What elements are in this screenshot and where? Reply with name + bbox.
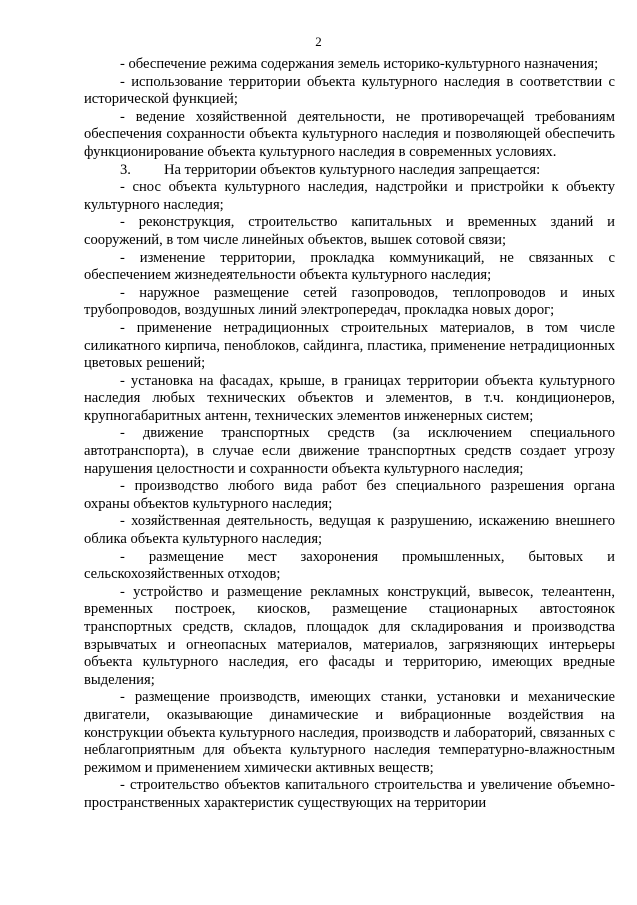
paragraph-construction: - строительство объектов капитального строительства и увеличение объемно-пространственных характеристик существующих на территории: [84, 777, 615, 811]
page-number: 2: [315, 34, 322, 49]
paragraph-destructive-activity: - хозяйственная деятельность, ведущая к разрушению, искажению внешнего облика объекта культурного наследия;: [84, 513, 615, 548]
section-3-text: На территории объектов культурного наследия запрещается:: [164, 161, 541, 178]
paragraph-land-regime: - обеспечение режима содержания земель историко-культурного назначения;: [120, 56, 599, 72]
section-number: 3.: [120, 161, 131, 178]
paragraph-demolition: - снос объекта культурного наследия, надстройки и пристройки к объекту культурного наследия;: [84, 179, 615, 213]
paragraph-reconstruction: - реконструкция, строительство капитальных и временных зданий и сооружений, в том числе линейных объектов, вышек сотовой связи;: [84, 214, 615, 248]
paragraph-technical-objects: - установка на фасадах, крыше, в границах территории объекта культурного наследия любых технических объектов и элементов, в т.ч. кондиционеров, крупногабаритных антенн, технических элементов инженерных систем;: [84, 372, 615, 424]
section-3-heading: [84, 162, 615, 180]
paragraph-waste: - размещение мест захоронения промышленных, бытовых и сельскохозяйственных отходов;: [84, 548, 615, 583]
paragraph-pipelines: - наружное размещение сетей газопроводов, теплопроводов и иных трубопроводов, воздушных линий электропередач, прокладка новых дорог;: [84, 284, 615, 319]
paragraph-industry: - размещение производств, имеющих станки, установки и механические двигатели, оказывающие динамические и вибрационные воздействия на конструкции объекта культурного наследия, производств и лабораторий, связанных с неблагоприятным для объекта культурного наследия температурно-влажностным режимом и применением химически активных веществ;: [84, 689, 615, 776]
paragraph-territory-change: - изменение территории, прокладка коммуникаций, не связанных с обеспечением жизнедеятельности объекта культурного наследия;: [84, 249, 615, 284]
paragraph-historic-use: - использование территории объекта культурного наследия в соответствии с исторической функцией;: [84, 73, 615, 108]
paragraph-economic-activity: - ведение хозяйственной деятельности, не противоречащей требованиям обеспечения сохранности объекта культурного наследия и позволяющей обеспечить функционирование объекта культурного наследия в современных условиях.: [84, 108, 615, 160]
paragraph-materials: - применение нетрадиционных строительных материалов, в том числе силикатного кирпича, пеноблоков, сайдинга, пластика, применение нетрадиционных цветовых решений;: [84, 319, 615, 372]
paragraph-traffic: - движение транспортных средств (за исключением специального автотранспорта), в случае если движение транспортных средств создает угрозу нарушения целостности и сохранности объекта культурного наследия;: [84, 425, 615, 477]
paragraph-advertising: - устройство и размещение рекламных конструкций, вывесок, телеантенн, временных построек, киосков, размещение стационарных автостоянок транспортных средств, складов, площадок для складирования и производства взрывчатых и огнеопасных материалов, материалов, загрязняющих интерьеры объекта культурного наследия, его фасады и территорию, имеющих вредные выделения;: [84, 583, 615, 688]
paragraph-works-permit: - производство любого вида работ без специального разрешения органа охраны объектов культурного наследия;: [84, 478, 615, 512]
document-body: [84, 56, 615, 813]
